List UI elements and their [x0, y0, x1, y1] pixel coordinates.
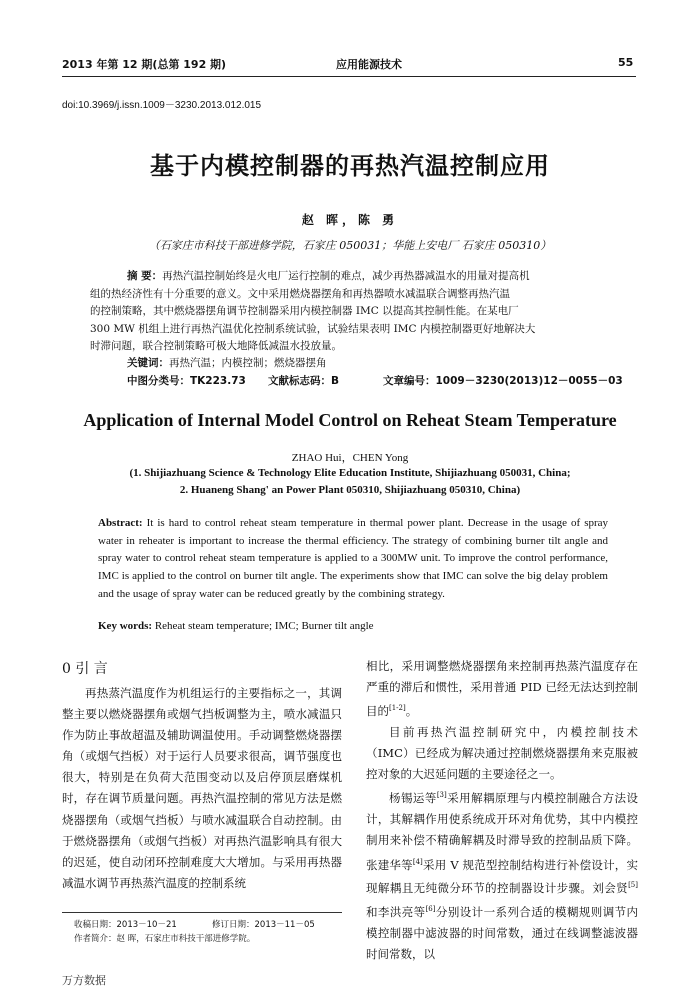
abstract-en-text: It is hard to control reheat steam temperature in thermal power plant. Decrease in the usage of spray water in reheater is important to increase the thermal efficiency. The strategy of combining burner tilt angle and spray water to control reheat steam temperature is applied to a 300MW unit. To improve the control performance, IMC is applied to the control on burner tilt angle. The experiments show that IMC can solve the big delay problem and the usage of spray water can be reduced greatly by the combining strategy. [98, 517, 609, 600]
abstract-en [98, 515, 608, 604]
authors-cn: 赵 晖，陈 勇 [301, 213, 399, 227]
body-left-column [62, 683, 342, 894]
abstract-cn-line: 时滞问题，联合控制策略可极大地降低减温水投放量。 [90, 340, 342, 352]
doi: doi:10.3969/j.issn.1009－3230.2013.012.015 [62, 100, 262, 111]
author-bio: 作者简介：赵 晖，石家庄市科技干部进修学院。 [74, 934, 256, 944]
page-number: 55 [618, 56, 634, 69]
keywords-cn-text: 再热汽温；内模控制；燃烧器摆角 [169, 357, 327, 369]
abstract-cn-line: 摘 要：再热汽温控制始终是火电厂运行控制的难点，减少再热器减温水的用量对提高机 [127, 270, 530, 282]
affiliation-cn: （石家庄市科技干部进修学院，石家庄 050031；华能上安电厂 石家庄 050310） [148, 239, 552, 252]
title-en: Application of Internal Model Control on Reheat Steam Temperature [83, 410, 617, 430]
title-cn: 基于内模控制器的再热汽温控制应用 [150, 151, 550, 180]
body-paragraph: 目前再热汽温控制研究中，内模控制技术（IMC）已经成为解决通过控制燃烧器摆角来克服被控对象的大迟延问题的主要途径之一。 [366, 725, 638, 782]
affiliation-en-line: (1. Shijiazhuang Science & Technology Elite Education Institute, Shijiazhuang 050031, China; [129, 467, 571, 479]
journal-issue: 2013 年第 12 期(总第 192 期) [62, 58, 227, 71]
body-paragraph: 相比，采用调整燃烧器摆角来控制再热蒸汽温度存在严重的滞后和惯性，采用普通 PID 已经无法达到控制目的[1-2]。 [366, 659, 638, 719]
abstract-cn-line: 组的热经济性有十分重要的意义。文中采用燃烧器摆角和再热器喷水减温联合调整再热汽温 [90, 287, 510, 300]
document-code: 文献标志码：B [268, 375, 340, 387]
journal-name: 应用能源技术 [336, 58, 402, 71]
header-rule [62, 76, 636, 77]
revised-date: 修订日期：2013－11－05 [212, 920, 315, 930]
abstract-cn-label: 摘 要： [127, 270, 163, 282]
abstract-cn [90, 268, 612, 356]
keywords-en-text: Reheat steam temperature; IMC; Burner tilt angle [154, 620, 374, 632]
affiliation-en-line: 2. Huaneng Shang' an Power Plant 050310, Shijiazhuang 050310, China) [179, 484, 521, 496]
body-paragraph: 再热蒸汽温度作为机组运行的主要指标之一，其调整主要以燃烧器摆角或烟气挡板调整为主，喷水减温只作为防止事故超温及辅助调温使用。手动调整燃烧器摆角（或烟气挡板）对于运行人员要求很高，调节强度也很大，特别是在负荷大范围变动以及启停顶层磨煤机时，存在调节质量问题。再热汽温控制的常见方法是燃烧器摆角（或烟气挡板）与喷水减温联合自动控制。由于燃烧器摆角（或烟气挡板）对再热汽温影响具有很大的迟延，使自动闭环控制难度大大增加。与采用再热器减温水调节再热蒸汽温度的控制系统 [62, 686, 342, 890]
footnote-rule [62, 912, 342, 913]
keywords-cn-label: 关键词： [127, 357, 169, 369]
abstract-cn-line: 的控制策略，其中燃烧器摆角调节控制器采用内模控制器 IMC 以提高其控制性能。在某电厂 [90, 305, 519, 317]
clc-number: 中图分类号：TK223.73 [127, 375, 246, 387]
keywords-cn [127, 355, 327, 370]
article-number: 文章编号：1009－3230(2013)12－0055－03 [383, 375, 623, 387]
body-right-column [366, 656, 638, 965]
watermark: 万方数据 [62, 974, 106, 987]
abstract-cn-line: 300 MW 机组上进行再热汽温优化控制系统试验，试验结果表明 IMC 内模控制器更好地解决大 [90, 322, 536, 335]
keywords-en [98, 620, 374, 632]
authors-en: ZHAO Hui，CHEN Yong [291, 452, 409, 464]
received-date: 收稿日期：2013－10－21 [74, 920, 177, 930]
body-paragraph: 杨锡运等[3]采用解耦原理与内模控制融合方法设计，其解耦作用使系统成开环对角优势，其中内模控制用来补偿不精确解耦及时滞导致的控制品质下降。张建华等[4]采用 V 规范型控制结构进行补偿设计，实现解耦且无纯微分环节的控制器设计步骤。刘会贤[5]和李洪亮等[6]分别设计一系列合适的模糊规则调节内模控制器中滤波器的时间常数，通过在线调整滤波器时间常数，以 [366, 791, 639, 962]
abstract-en-label: Abstract: [98, 517, 143, 529]
keywords-en-label: Key words: [98, 620, 153, 632]
section-heading: 0 引 言 [62, 661, 108, 677]
